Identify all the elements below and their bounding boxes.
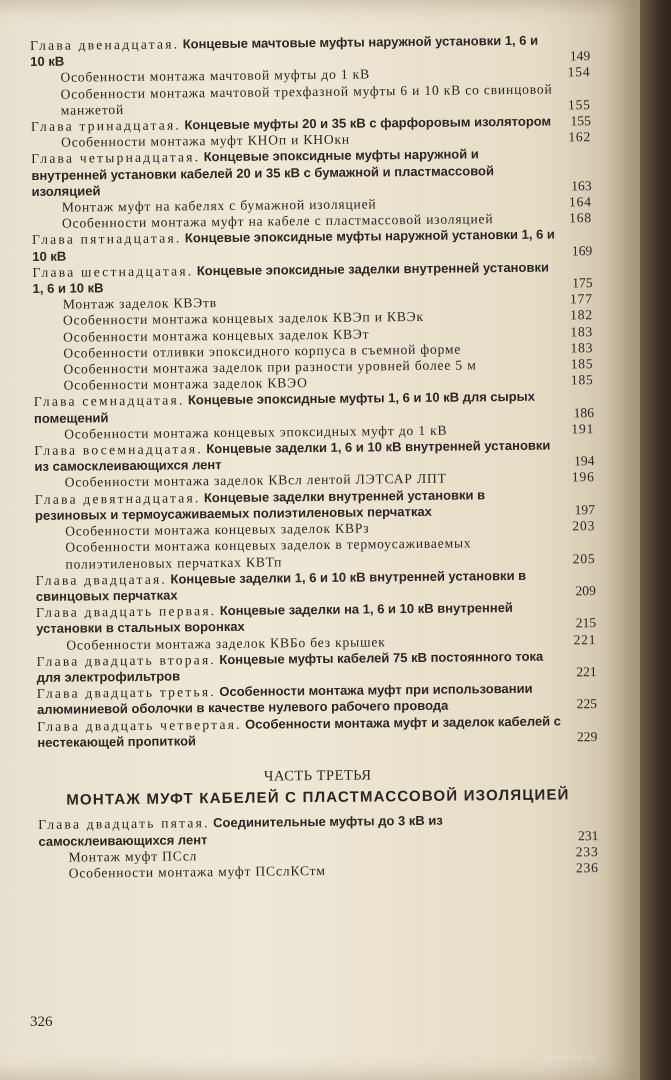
entry-page-number: 225 [576,696,598,712]
section-title: Особенности монтажа мачтовой муфты до 1 кВ [60,66,370,86]
chapter-label: Глава четырнадцатая. [31,149,201,167]
toc-list-part3 [38,811,599,882]
entry-page-number: 205 [572,550,596,566]
section-title: Особенности монтажа концевых эпоксидных муфт до 1 кВ [64,422,448,442]
section-title: Особенности монтажа концевых заделок КВЭт [63,326,370,345]
section-title: Особенности монтажа заделок КВсл лентой ЛЭТСАР ЛПТ [64,471,447,491]
chapter-label: Глава двенадцатая. [30,36,180,53]
entry-page-number: 221 [573,631,597,647]
entry-page-number: 185 [570,372,594,388]
entry-page-number: 186 [573,404,595,420]
entry-page-number: 221 [576,664,597,680]
entry-page-number: 155 [570,113,591,129]
section-title: Особенности монтажа муфт КНОп и КНОкн [61,131,350,150]
chapter-label: Глава девятнадцатая. [34,489,201,507]
section-title: Особенности монтажа концевых заделок КВЭп и КВЭк [62,309,424,329]
chapter-title: Концевые заделки внутренней установки в резиновых и термоусаживаемых полиэтиленовых перчатках [34,486,486,523]
chapter-label: Глава двадцать четвертая. [37,716,242,734]
section-title: Особенности отливки эпоксидного корпуса в съемной форме [63,341,462,361]
part-heading: ЧАСТЬ ТРЕТЬЯ [263,767,372,785]
chapter-label: Глава двадцать первая. [35,603,217,621]
toc-list [30,32,597,751]
entry-page-number: 169 [571,242,593,258]
chapter-label: Глава двадцатая. [35,571,168,588]
section-title: Монтаж муфт ПСсл [68,848,198,865]
entry-page-number: 236 [575,860,599,876]
chapter-title: Особенности монтажа муфт и заделок кабелей с нестекающей пропиткой [37,713,562,750]
entry-page-number: 155 [567,96,591,113]
entry-page-number: 149 [569,48,591,64]
section-title: Особенности монтажа заделок КВЭО [63,375,308,393]
book-edge [640,0,671,1080]
chapter-label: Глава двадцать пятая. [38,815,210,833]
entry-page-number: 162 [568,129,592,145]
entry-page-number: 191 [571,420,595,437]
table-of-contents [30,32,599,882]
chapter-title: Концевые муфты 20 и 35 кВ с фарфоровым изолятором [184,113,552,133]
toc-chapter-entry [31,146,591,200]
watermark: www.ay.by [545,1052,597,1064]
section-title: Монтаж муфт на кабелях с бумажной изоляцией [61,196,377,215]
chapter-label: Глава двадцать вторая. [36,651,217,669]
entry-page-number: 231 [577,827,599,843]
chapter-title: Особенности монтажа муфт при использовании алюминиевой оболочки в качестве нулевого рабочего провода [36,680,533,718]
entry-page-number: 194 [573,453,595,469]
section-title: Особенности монтажа концевых заделок в термоусаживаемых полиэтиленовых перчатках КВТп [65,535,472,572]
chapter-title: Концевые заделки 1, 6 и 10 кВ внутренней установки из самосклеивающихся лент [34,437,551,475]
chapter-title: Концевые заделки 1, 6 и 10 кВ внутренней установки в свинцовых перчатках [35,567,527,604]
chapter-title: Концевые эпоксидные муфты наружной и внутренней установки кабелей 20 и 35 кВ с бумажной и пластмассовой изоляцией [31,146,495,199]
entry-page-number: 233 [575,843,599,860]
section-title: Особенности монтажа заделок при разности уровней более 5 м [63,357,477,377]
entry-page-number: 163 [571,177,592,194]
entry-page-number: 196 [571,469,595,485]
entry-page-number: 197 [574,502,596,518]
chapter-title: Соединительные муфты до 3 кВ из самосклеивающихся лент [38,813,443,849]
entry-page-number: 168 [569,210,592,226]
part-title: МОНТАЖ МУФТ КАБЕЛЕЙ С ПЛАСТМАССОВОЙ ИЗОЛЯЦИЕЙ [66,786,570,809]
page-number: 326 [30,1014,53,1030]
chapter-label: Глава семнадцатая. [33,392,185,410]
chapter-title: Концевые заделки на 1, 6 и 10 кВ внутренней установки в стальных воронках [36,600,513,637]
chapter-label: Глава тринадцатая. [30,117,182,135]
section-title: Особенности монтажа муфт на кабеле с пластмассовой изоляцией [61,211,494,231]
section-title: Особенности монтажа муфт ПСслКСтм [68,862,326,881]
chapter-label: Глава двадцать третья. [36,684,216,702]
entry-page-number: 203 [572,518,596,534]
entry-page-number: 229 [576,728,598,745]
entry-page-number: 182 [570,307,594,323]
entry-page-number: 183 [570,323,594,340]
toc-chapter-entry [37,713,597,751]
chapter-label: Глава восемнадцатая. [34,441,203,459]
chapter-title: Концевые мачтовые муфты наружной установки 1, 6 и 10 кВ [30,32,539,70]
section-title: Монтаж заделок КВЭтв [62,295,218,312]
chapter-label: Глава шестнадцатая. [32,263,194,280]
section-title: Особенности монтажа мачтовой трехфазной муфты 6 и 10 кВ со свинцовой манжетой [60,81,553,118]
entry-page-number: 209 [575,583,596,599]
entry-page-number: 154 [567,64,591,80]
chapter-title: Концевые эпоксидные заделки внутренней установки 1, 6 и 10 кВ [32,259,549,297]
section-title: Особенности монтажа концевых заделок КВРз [65,520,370,539]
chapter-label: Глава пятнадцатая. [32,230,182,248]
chapter-title: Концевые муфты кабелей 75 кВ постоянного тока для электрофильтров [36,648,544,685]
section-title: Особенности монтажа заделок КВБо без крышек [66,633,386,653]
entry-page-number: 177 [569,291,593,307]
chapter-title: Концевые эпоксидные муфты 1, 6 и 10 кВ для сырых помещений [33,389,536,426]
entry-page-number: 185 [570,356,594,372]
chapter-title: Концевые эпоксидные муфты наружной установки 1, 6 и 10 кВ [32,226,555,264]
entry-page-number: 175 [572,275,593,291]
entry-page-number: 215 [575,615,597,631]
entry-page-number: 183 [570,339,594,356]
entry-page-number: 164 [568,194,592,210]
